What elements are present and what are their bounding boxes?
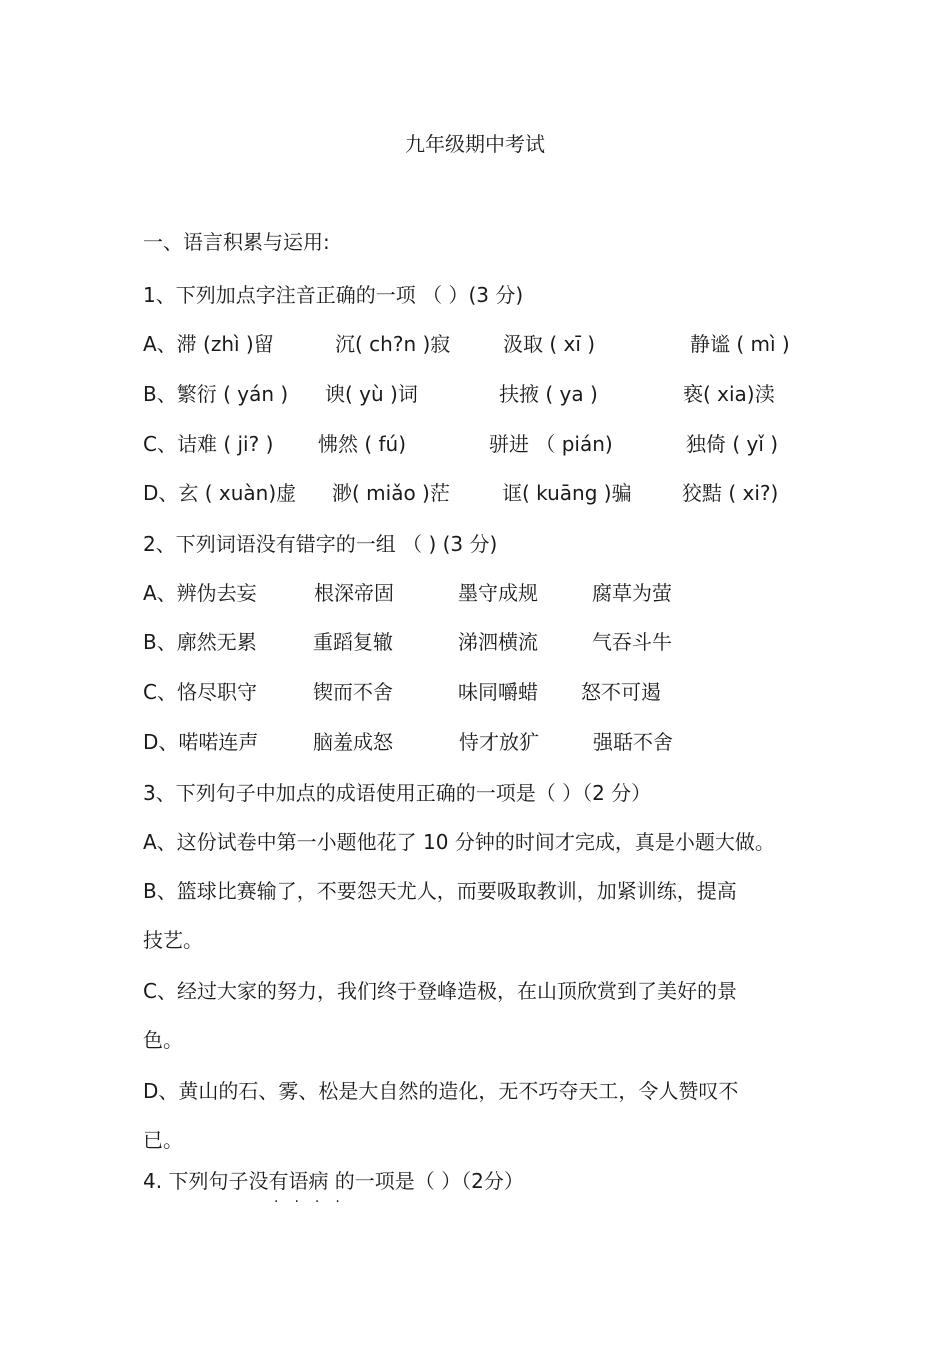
option-cell: B、廓然无累	[143, 630, 257, 654]
question-3-line: 技艺。	[143, 928, 203, 952]
question-3-line: D、黄山的石、雾、松是大自然的造化，无不巧夺天工，令人赞叹不	[143, 1079, 739, 1103]
option-cell: 气吞斗牛	[592, 630, 672, 654]
option-cell: 诓( kuāng )骗	[502, 481, 632, 505]
question-4-stem: 4. 下列句子没有语病 的一项是（ ）（2分）	[143, 1169, 524, 1193]
question-1-stem: 1、下列加点字注音正确的一项 （ ）(3 分)	[143, 283, 524, 307]
option-cell: 味同嚼蜡	[458, 680, 538, 704]
option-cell: 沉( ch?n )寂	[335, 332, 451, 356]
option-cell: 腐草为萤	[592, 581, 672, 605]
section-heading: 一、语言积累与运用:	[143, 230, 330, 254]
option-cell: 脑羞成怒	[313, 730, 393, 754]
option-cell: B、繁衍 ( yán )	[143, 382, 289, 406]
option-cell: C、恪尽职守	[143, 680, 257, 704]
option-cell: D、喏喏连声	[143, 730, 259, 754]
option-cell: 重蹈复辙	[313, 630, 393, 654]
option-cell: 谀( yù )词	[325, 382, 418, 406]
option-cell: 亵( xia)渎	[683, 382, 775, 406]
option-cell: 渺( miǎo )茫	[332, 481, 450, 505]
option-cell: 静谧 ( mì )	[690, 332, 790, 356]
option-cell: D、玄 ( xuàn)虚	[143, 481, 297, 505]
option-cell: 涕泗横流	[458, 630, 538, 654]
question-3-stem: 3、下列句子中加点的成语使用正确的一项是（ ）（2 分）	[143, 781, 652, 805]
option-cell: 恃才放犷	[459, 730, 539, 754]
option-cell: A、辨伪去妄	[143, 581, 257, 605]
option-cell: 骈进 （ pián)	[489, 432, 613, 456]
option-cell: 根深帝固	[314, 581, 394, 605]
question-3-line: A、这份试卷中第一小题他花了 10 分钟的时间才完成，真是小题大做。	[143, 830, 775, 854]
question-3-line: B、篮球比赛输了，不要怨天尤人，而要吸取教训，加紧训练，提高	[143, 879, 737, 903]
option-cell: 独倚 ( yǐ )	[686, 432, 779, 456]
option-cell: A、滞 (zhì )留	[143, 332, 274, 356]
option-cell: 墨守成规	[458, 581, 538, 605]
question-3-line: C、经过大家的努力，我们终于登峰造极，在山顶欣赏到了美好的景	[143, 979, 737, 1003]
option-cell: 扶掖 ( ya )	[499, 382, 598, 406]
question-3-line: 已。	[143, 1128, 183, 1152]
option-cell: C、诘难 ( ji? )	[143, 432, 274, 456]
question-2-stem: 2、下列词语没有错字的一组 （ ) (3 分)	[143, 532, 498, 556]
option-cell: 强聒不舍	[593, 730, 673, 754]
option-cell: 汲取 ( xī )	[503, 332, 596, 356]
emphasis-dots: ····	[274, 1194, 356, 1210]
option-cell: 狡黠 ( xi?)	[682, 481, 779, 505]
option-cell: 锲而不舍	[313, 680, 393, 704]
option-cell: 怫然 ( fú)	[318, 432, 407, 456]
question-3-line: 色。	[143, 1028, 183, 1052]
page-title: 九年级期中考试	[405, 132, 545, 156]
option-cell: 怒不可遏	[581, 680, 661, 704]
